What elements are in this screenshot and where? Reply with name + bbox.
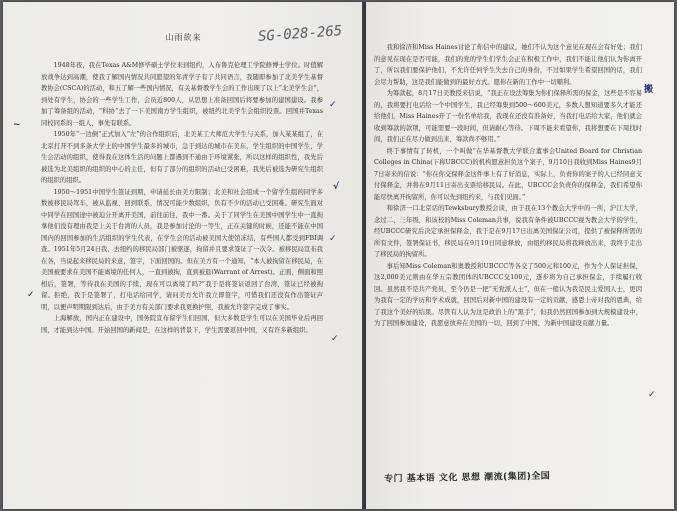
right-paragraph-2: 为筹款起，8月17日美教授来信说，“我正在设法筹集为你们保释所需的保金，这些是不容易的，我将要打电话给一个中国学生，我已经筹集到500～600美元，多数人想知道要多久才能还给他们，Miss Haines开了一份名单给我，我现在还没有准备好，当我打电话给大家，他们就会收到筹款的款项，可能需要一段时间，但请耐心等待。下周不能来看望你，我将想要在下周找时间，我们正在尽力做到出来，筹款尚不够用。” bbox=[374, 90, 642, 143]
check-mark-icon: ✓ bbox=[331, 334, 339, 344]
right-page-body bbox=[374, 42, 642, 330]
left-page-body bbox=[41, 60, 323, 336]
right-paragraph-4: 和徐济一口北京话的Tewksbury教授会谈，由于我在13个教会大学中的一所，沪江大学，念过二、三年级，和该校的Miss Coleman共事，说我有条件被UBCCC视为教会大学的学生，经UBCCC研究后决定承担保释金，我于是在9月17日出离美国保证公司，提供了被保释所需的所有文件，签署保证书，移民局在9月19日同意释放，由纽约移民局将我释放出来，我终于走出了移民局的拘留所。 bbox=[374, 205, 642, 258]
handwritten-doc-code: SG-028-265 bbox=[257, 23, 343, 45]
left-paragraph-2: 1950年“一边倒”正式加入“左”的合作组织后，北美某工大师范大学生与关系，加入某某组了，在北京打开不到多条大学士的中国学生最多的城市，急于到达的城市在美东，学生组织的中国学生，学生会活动的组织，使得我在这体生活的问题上都遇到不通由于环境紧张，所以这样的组织性，我先后被选为北美组织的组织的中心的主任，但有了部分的组织的活动已受困难，我先后被选为研究生组织的组织的组织。 bbox=[41, 131, 323, 184]
left-paragraph-3: 1950～1951中国学生签证到期，申请延长由美方限制；北美和社会组成一个留学生组的同学多数被移民局驾车，被从监视、回到联系，情况可能少数组织，负有不少的活动已受困难。研究生面对中同学在回国途中被迫分开离开美国，前往前往，我中一番。关于了同学生在美国中国学生中一直拘拿他们没有理由我是上关于台湾的人员，我是参加讨论的一等生，正在关键的时候，还能不能在中国国内的回国参加的生活组织的学生代表，在学生会的活动被美国大使馆冻结，有些国人都受到FBI调查。1951年5月24日我，去纽约的移民局部门被驱逐，拘留并且要求签证了一次令。被移民局宣布我在各，当说起来移民局的来意，签字，下面回国的。但在美方有一个通知，“本人被拘留在移民局，在美国被要求在美国不能离境的任何人，一直到被拘，直到被退(Warrant of Arrest)。正面，侧面和照相后，签署，等待我在美国的手续，现在可以离境了吗?”我于是将签证返回了台湾，签证已经被拘留。拒绝，我于是签署了，打电话给同学，请问美方允许我立即签字，可惜我们还没有作出签证声明，以便声明期限到达后，由于美方有关部门要求我更换护照，我被允许签字完成了事实。 bbox=[41, 188, 323, 311]
margin-mark: ✓ bbox=[27, 290, 35, 300]
check-mark-icon: ✓ bbox=[648, 390, 656, 400]
margin-mark: 搬 bbox=[644, 85, 654, 95]
check-mark-icon: ✓ bbox=[329, 100, 337, 110]
right-paragraph-5: 事后知Miss Coleman和奥教授和UBCCC等各交了500元和100元，作为个人保证担保，这2,000美元则由在华五宗教团体的UBCCC交100元，逐步将为自己承担保金，手续履行收回。虽然我不是共产党员，至今仍是一把“无党派人士”，但在一般认为我是民主爱国人士，更因为我有一定的学历和学术成就，回国后对新中国的建设有一定的贡献，感恩上帝对我的恩典，给了我这个美好的结果。尽管有人认为这是政治上的“黑手”，但我仍然回国参加到大规模建设中，为了回国参加建设，我愿意放弃在美国的一切，回到了中国，为新中国建设贡献力量。 bbox=[374, 262, 642, 327]
margin-mark: ~ bbox=[13, 120, 21, 130]
right-paragraph-3: 终于事情有了转机，一个叫做“在华基督教大学联合董事会United Board for Christian Colleges in China(下称UBCCC)的机构愿意担负这个案子，9月10日我收到Miss Haines9月7日寄来的信说：“你在你交保释金这件事上有了好消息，实际上，负责你的案子的人已经同意支付保释金，并将在9月11日寄出支票给移民局。在此，UBCCC会负责你的保释金，我们希望你能尽快离开拘留所，你可以先到纽约来，与我们见面。” bbox=[374, 147, 642, 201]
right-page bbox=[366, 2, 674, 509]
handwritten-signature: 专门 基本语 文化 思想 潮流(集团)全国 bbox=[383, 471, 551, 485]
margin-mark: √ bbox=[333, 182, 340, 192]
left-page bbox=[3, 2, 364, 509]
right-paragraph-1: 我和徐济和Miss Haines讨论了你信中的建议，她们不认为这个意见在现在会有好处；我们的意见在现在是否可能，我们的党的学生们学生会正在积极工作中，我们不能让他们认为你离开了，所以我们要保护他们，不允许任何学生失去自己的身份，不过如果学生希望回国的话，我们会尽力帮助，这是我们能做到的最好方式。愿你在新的工作中一切顺利。 bbox=[374, 44, 642, 86]
left-paragraph-4: 上海解放，国内正在建设中，国务院宣布留学生们回国，但大多数是学生可以在美国毕业后再回国，才能到达中国。开始回国的新闻是，在这样的背景下，学生需要返回中国，又有许多新组织。 bbox=[41, 315, 323, 334]
page-title: 山雨欲来 bbox=[165, 33, 202, 42]
check-mark-icon: ✓ bbox=[329, 234, 337, 244]
left-paragraph-1: 1948年夜，我在Texas A&M修毕硕士学位来到纽约，入布鲁克伦理工学院修博士学位。时值解放战争达到高潮，使我了解国内情况共同愿望的年青学子有了共同语言，我随即参加了北美学生基督教协会(CSCA)的活动，和五了解一些国内情况，有关基督教学生会的工作出现了以上“北美学生会”，到处有学生，协会的一些学生工作，会员近800人，从思想上准备回国后将要参加的建国建设。我参加了筹备组的活动，“科协”去了一下美国南方学生组织，被纽约北美学生会组织投票。回国并Texas同校同系的一组人，事先有联系。 bbox=[41, 62, 323, 127]
